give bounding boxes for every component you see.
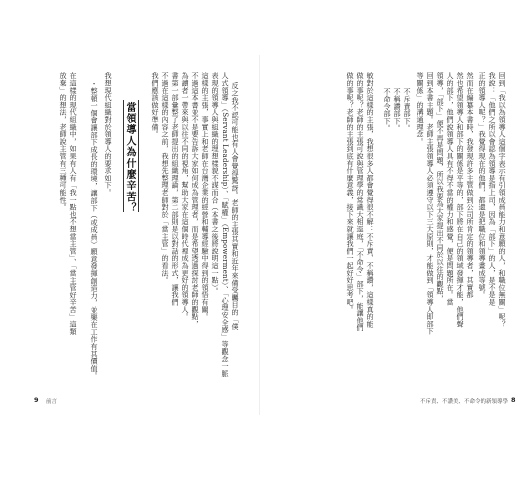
text-column: 等關係」的溝通理念。: [416, 72, 426, 145]
text-column: 然而在編纂本書時，我發現許多主管做到公司所肯定的領導者，其實都: [466, 72, 476, 299]
section-heading: 當領導人為什麼辛苦？: [124, 102, 135, 214]
bullet-item: ・整頓一個會讓部下成長的環境，讓部下（或成員）願意發揮創造力，並樂在工作有其價值。: [90, 80, 100, 380]
right-page: [262, 0, 520, 500]
text-column: 做的事呢？老師的主張可說與管理學的常識大相逕庭，「不命令」部下，能讓他們: [356, 72, 366, 332]
text-column: 我們應該做好準備。: [151, 72, 161, 138]
text-column: 不過這本書並不是要告訴大家如何成為管理者，而是希望透過探討老師的觀點，: [191, 72, 201, 328]
text-column: 回到本書主題。老師主張領導人必須遵守以下三大原則，才能做到「領導人即部下: [426, 72, 436, 335]
text-column: 敏對於這樣的主張，我想很多人都會覺得很不解：不斥責、不稱讚，這樣真的能: [366, 72, 376, 328]
text-column: 我說：「他們之所以會認為領導是指上司，因為「部下」的人，是不是是: [488, 72, 498, 306]
principle-item: 不稱讚部下。: [393, 88, 403, 132]
text-column: 書第一部彙整了老師提出的組織理論，第二部則是以對話的形式，讓我們: [171, 72, 181, 306]
page-number: 9: [34, 396, 39, 404]
page-number: 8: [511, 396, 516, 404]
text-column: 人的部下，他們說領導人具有不得不當的權力和感覺，便是問題所在。當: [446, 72, 456, 306]
text-column: 不過在這樣的內容之前，我想先整理老師對於「當主管」的看法。: [161, 72, 171, 284]
text-column: 反之我不認可能也有人會覺得驚訝。老師的主張其實和近年來備受矚目的「僕: [231, 82, 241, 331]
text-column: 領導，「部下」便不再是問題，所以我要為大家提出不同於以往的觀點，: [436, 72, 446, 303]
principle-item: 不斥責部下。: [403, 88, 413, 132]
running-title: 不斥責、不讚美、不命令的新領導學: [419, 399, 508, 405]
running-title: 前言: [46, 399, 58, 405]
text-column: 為讀者一帶來與以往不同的視角，幫助大家在這個時代裡成為更好的領導人。: [181, 72, 191, 321]
text-column: 我想現代組織對於領導人的要求如下。: [104, 72, 114, 197]
text-column: 人式領導」（Servant Leadership）、「賦權」（Empowerment）、「心理安全感」等觀念一脈: [221, 72, 231, 377]
text-column: 在這樣的現代組織中，如果有人有「我一點也不想當主管」、「當主管好辛苦」這類: [69, 72, 79, 335]
text-column: 做的事呢？老師的主張到底有什麼意義，接下來就讓我們一起好好思考吧。: [346, 72, 356, 313]
left-page: [0, 0, 258, 500]
gutter-divider: [259, 55, 260, 415]
text-column: 放棄」的想法，老師說主管有三種可能性。: [59, 72, 69, 211]
text-column: 正的領導人呢？」我覺得現在的他們，都還是把職位和領導畫成等號。: [478, 72, 488, 299]
text-column: 回到「我以為領導人這個字表示有引領成員能力和意願的人，和職位無關」呢？: [498, 72, 508, 328]
text-column: 然也希望領導人和部下的關係是平等的，部下將在自己的領域發揮才能，他們聲: [456, 72, 466, 328]
text-column: 這樣的主張，事實上和老師在台灣企業的經營和輔導經驗中得到的領悟有關。: [201, 72, 211, 321]
text-column: 表現的領導人與組織的理想樣貌不謀而合（本書之後將說明這一點）。: [211, 72, 221, 295]
principle-item: 不命令部下。: [383, 88, 393, 132]
